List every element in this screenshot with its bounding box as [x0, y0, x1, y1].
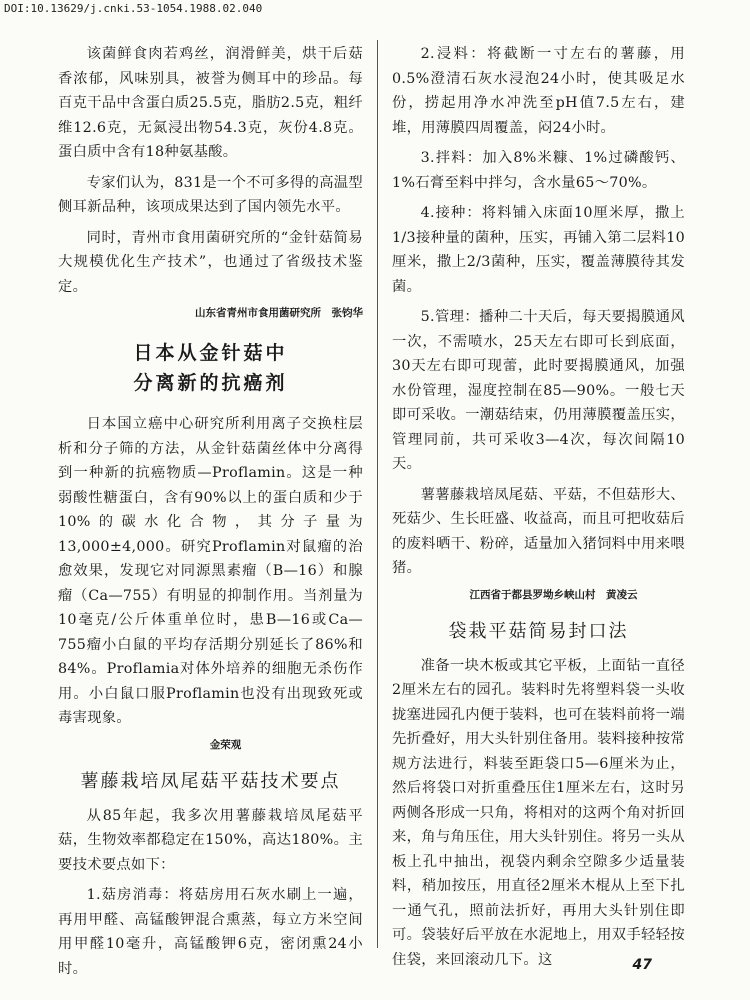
author-byline: 金荣观: [209, 738, 242, 751]
paragraph: 专家们认为，831是一个不可多得的高温型侧耳新品种，该项成果达到了国内领先水平。: [58, 174, 363, 215]
paragraph: 1.菇房消毒：将菇房用石灰水刷上一遍，再用甲醛、高锰酸钾混合熏蒸，每立方米空间用甲醛10毫升，高锰酸钾6克，密闭熏24小时。: [58, 887, 363, 977]
paragraph: 薯薯藤栽培凤尾菇、平菇，不但菇形大、死菇少、生长旺盛、收益高，而且可把收菇后的废料晒干、粉碎，适量加入猪饲料中用来喂猪。: [392, 486, 685, 576]
left-column: [58, 42, 363, 987]
paragraph: 5.管理：播种二十天后，每天要揭膜通风一次，不需喷水，25天左右即可长到底面，30天左右即可现蕾，此时要揭膜通风，加强水份管理，湿度控制在85—90%。一般七天即可采收。一潮菇结束，仍用薄膜覆盖压实，管理同前，共可采收3—4次，每次间隔10天。: [392, 309, 685, 472]
page-number: 47: [632, 957, 652, 973]
paragraph: 该菌鲜食肉若鸡丝，润滑鲜美，烘干后菇香浓郁，风味别具，被誉为侧耳中的珍品。每百克干品中含蛋白质25.5克，脂肪2.5克，粗纤维12.6克，无氮浸出物54.3克，灰份4.8克。蛋白质中含有18种氨基酸。: [58, 46, 363, 160]
article-title-line: 日本从金针菇中: [133, 342, 288, 364]
paragraph: 准备一块木板或其它平板，上面钻一直径2厘米左右的园孔。装料时先将塑料袋一头收拢塞进园孔内便于装料，也可在装料前将一端先折叠好，用大头针别住备用。装料接种按常规方法进行，料装至距袋口5—6厘米为止，然后将袋口对折重叠压住1厘米左右，这时另两侧各形成一只角，将相对的这两个角对折回来，角与角压住，用大头针别住。将另一头从板上孔中抽出，视袋内剩余空隙多少适量装料，稍加按压，用直径2厘米木棍从上至下扎一通气孔，照前法折好，再用大头针别住即可。袋装好后平放在水泥地上，用双手轻轻按住袋，来回滚动几下。这: [392, 657, 685, 968]
doi-header: DOI:10.13629/j.cnki.53-1054.1988.02.040: [4, 2, 263, 15]
article-title: 薯藤栽培凤尾菇平菇技术要点: [80, 770, 341, 792]
article-title: [58, 338, 363, 398]
right-column: [392, 42, 685, 978]
paragraph: 4.接种：将料铺入床面10厘米厚，撒上1/3接种量的菌种，压实，再铺入第二层料10厘米，撒上2/3菌种，压实，覆盖薄膜待其发菌。: [392, 205, 685, 295]
paragraph: 2.浸料：将截断一寸左右的薯藤，用0.5%澄清石灰水浸泡24小时，使其吸足水份，捞起用净水冲洗至pH值7.5左右，建堆，用薄膜四周覆盖，闷24小时。: [392, 46, 685, 136]
paragraph: 3.拌料：加入8%米糠、1%过磷酸钙、1%石膏至料中拌匀，含水量65～70%。: [392, 150, 685, 191]
paragraph: 从85年起，我多次用薯藤栽培凤尾菇平菇，生物效率都稳定在150%，高达180%。主要技术要点如下：: [58, 807, 363, 873]
author-byline: 山东省青州市食用菌研究所 张钧华: [195, 307, 363, 319]
column-divider: [377, 40, 378, 948]
paragraph: 日本国立癌中心研究所利用离子交换柱层析和分子筛的方法，从金针菇菌丝体中分离得到一种新的抗癌物质—Proflamin。这是一种弱酸性糖蛋白，含有90%以上的蛋白质和少于10%的碳水化合物，其分子量为13,000±4,000。研究Proflamin对鼠瘤的治愈效果，发现它对同源黑素瘤（B—16）和腺瘤（Ca—755）有明显的抑制作用。当剂量为10毫克/公斤体重单位时，患B—16或Ca—755瘤小白鼠的平均存活期分别延长了86%和84%。Proflamia对体外培养的细胞无杀伤作用。小白鼠口服Proflamin也没有出现致死或毒害现象。: [58, 416, 363, 726]
author-byline: 江西省于都县罗坳乡峡山村 黄凌云: [469, 588, 638, 601]
article-title: 袋栽平菇简易封口法: [448, 620, 629, 642]
paragraph: 同时，青州市食用菌研究所的“金针菇简易大规模优化生产技术”，也通过了省级技术鉴定。: [58, 229, 363, 295]
article-title-line: 分离新的抗癌剂: [133, 372, 288, 394]
